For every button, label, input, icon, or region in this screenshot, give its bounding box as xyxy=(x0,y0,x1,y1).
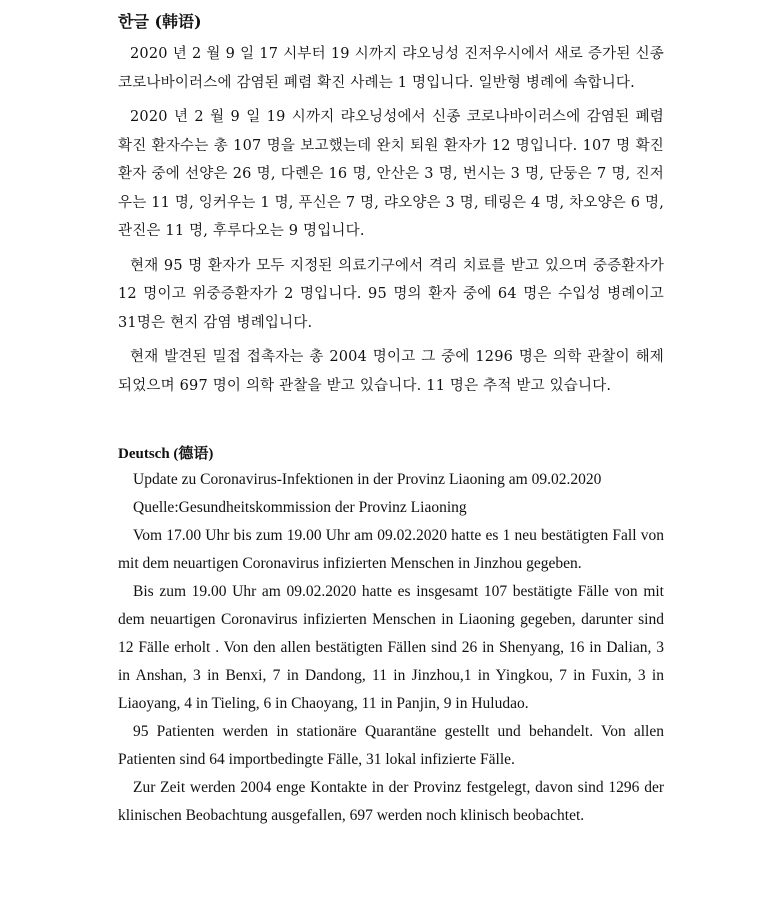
german-paragraph-1: Update zu Coronavirus-Infektionen in der Provinz Liaoning am 09.02.2020 xyxy=(133,471,602,488)
german-section-heading: Deutsch (德语) xyxy=(118,446,214,462)
german-paragraph-5: 95 Patienten werden in stationäre Quarantäne gestellt und behandelt. Von allen Patienten sind 64 importbedingte Fälle, 31 lokal infizierte Fälle. xyxy=(118,723,664,768)
korean-section-heading: 한글 (韩语) xyxy=(118,12,202,31)
korean-paragraph-3: 현재 95 명 환자가 모두 지정된 의료기구에서 격리 치료를 받고 있으며 중증환자가 12 명이고 위중증환자가 2 명입니다. 95 명의 환자 중에 64 명은 수입성 병례이고 31명은 현지 감염 병례입니다. xyxy=(118,257,664,331)
korean-section-body xyxy=(118,40,664,400)
korean-paragraph-2: 2020 년 2 월 9 일 19 시까지 랴오닝성에서 신종 코로나바이러스에 감염된 폐렴 확진 환자수는 총 107 명을 보고했는데 완치 퇴원 환자가 12 명입니다. 107 명 확진 환자 중에 선양은 26 명, 다롄은 16 명, 안산은 3 명, 번시는 3 명, 단둥은 7 명, 진저우는 11 명, 잉커우는 1 명, 푸신은 7 명, 랴오양은 3 명, 테링은 4 명, 차오양은 6 명, 관진은 11 명, 후루다오는 9 명입니다. xyxy=(118,109,664,239)
document-page xyxy=(118,8,664,830)
section-divider-space xyxy=(118,400,664,442)
korean-paragraph-1: 2020 년 2 월 9 일 17 시부터 19 시까지 랴오닝성 진저우시에서 새로 증가된 신종 코로나바이러스에 감염된 폐렴 확진 사례는 1 명입니다. 일반형 병례에 속합니다. xyxy=(118,46,664,91)
german-paragraph-6: Zur Zeit werden 2004 enge Kontakte in der Provinz festgelegt, davon sind 1296 der klinischen Beobachtung ausgefallen, 697 werden noch klinisch beobachtet. xyxy=(118,779,664,824)
german-paragraph-2: Quelle:Gesundheitskommission der Provinz Liaoning xyxy=(133,499,467,516)
german-paragraph-4: Bis zum 19.00 Uhr am 09.02.2020 hatte es insgesamt 107 bestätigte Fälle von mit dem neuartigen Coronavirus infizierten Menschen in Liaoning gegeben, darunter sind 12 Fälle erholt . Von den allen bestätigten Fällen sind 26 in Shenyang, 16 in Dalian, 3 in Anshan, 3 in Benxi, 7 in Dandong, 11 in Jinzhou,1 in Yingkou, 7 in Fuxin, 3 in Liaoyang, 4 in Tieling, 6 in Chaoyang, 11 in Panjin, 9 in Huludao. xyxy=(118,583,664,712)
korean-paragraph-4: 현재 발견된 밀접 접촉자는 총 2004 명이고 그 중에 1296 명은 의학 관찰이 해제되었으며 697 명이 의학 관찰을 받고 있습니다. 11 명은 추적 받고 있습니다. xyxy=(118,349,664,394)
german-section-body xyxy=(118,466,664,830)
german-paragraph-3: Vom 17.00 Uhr bis zum 19.00 Uhr am 09.02.2020 hatte es 1 neu bestätigten Fall von mit dem neuartigen Coronavirus infizierten Menschen in Jinzhou gegeben. xyxy=(118,527,664,572)
